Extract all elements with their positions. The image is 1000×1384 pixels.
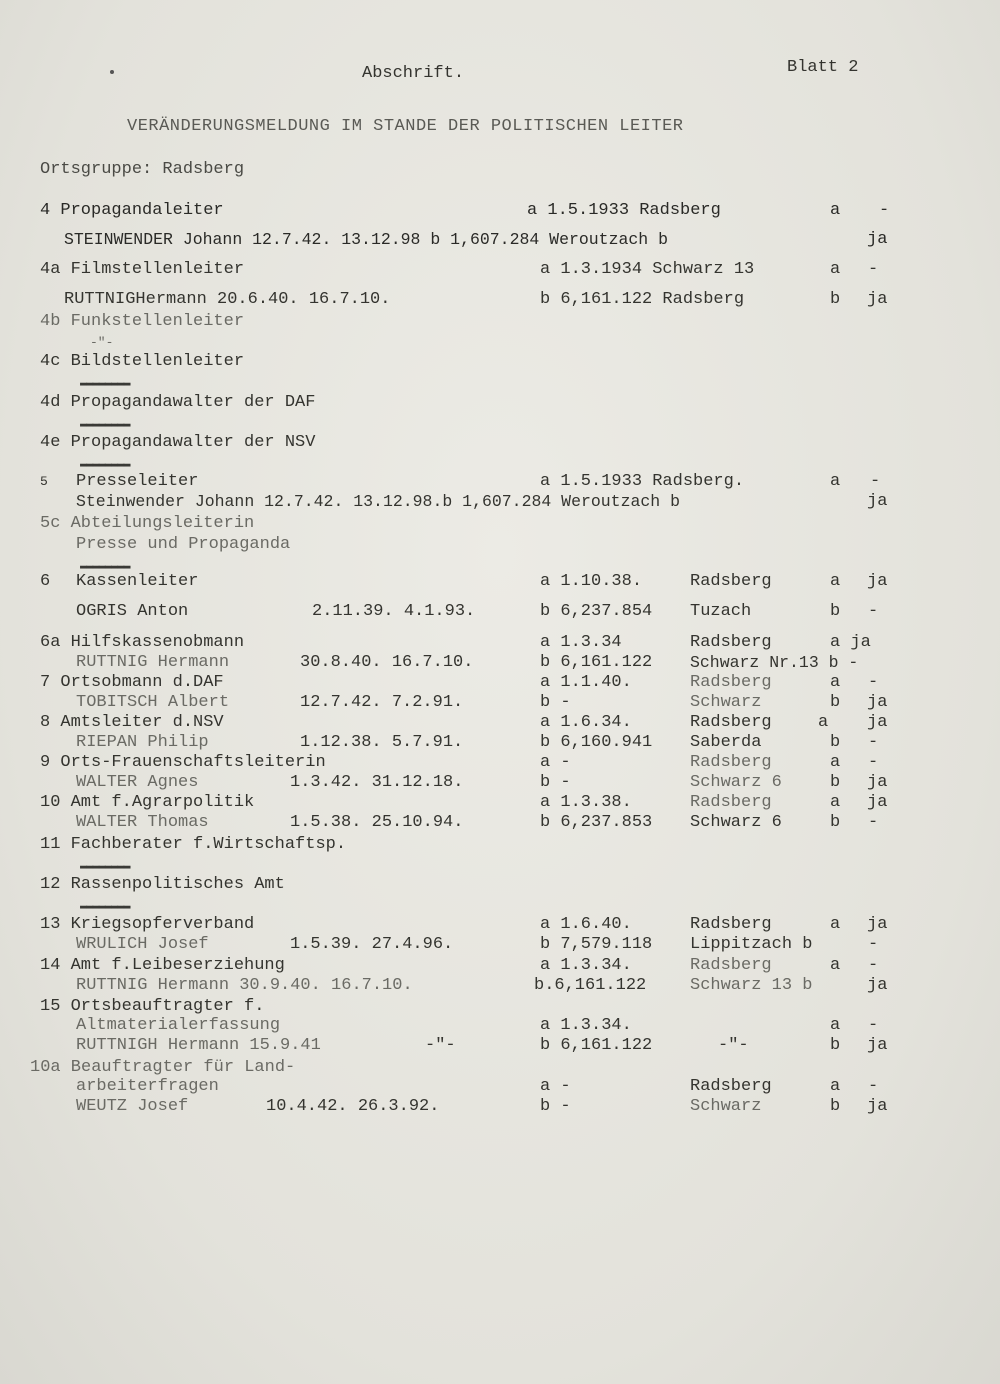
row-33-flag: b bbox=[830, 1036, 841, 1055]
row-18-number: b - bbox=[540, 693, 571, 712]
row-27-flag: a bbox=[830, 915, 841, 934]
row-18-place: Schwarz bbox=[690, 693, 762, 712]
row-33-number: b 6,161.122 bbox=[540, 1036, 653, 1055]
row-22-dates: 1.3.42. 31.12.18. bbox=[290, 773, 464, 792]
row-1-flag: a bbox=[830, 201, 841, 220]
row-16-number: b 6,161.122 bbox=[540, 653, 653, 672]
row-31-position: 15 Ortsbeauftragter f. bbox=[40, 997, 265, 1016]
row-17-position: 7 Ortsobmann d.DAF bbox=[40, 673, 224, 692]
row-23-mark: ja bbox=[867, 793, 888, 812]
row-13-flag: a bbox=[830, 572, 841, 591]
row-33-mark: ja bbox=[867, 1036, 888, 1055]
row-24-dates: 1.5.38. 25.10.94. bbox=[290, 813, 464, 832]
row-18-mark: ja bbox=[867, 693, 888, 712]
row-32-flag: a bbox=[830, 1016, 841, 1035]
row-21-flag: a bbox=[830, 753, 841, 772]
row-24-place: Schwarz 6 bbox=[690, 813, 782, 832]
row-26-position: 12 Rassenpolitisches Amt bbox=[40, 875, 285, 894]
separator-dashes: ▬▬▬▬▬▬▬▬ bbox=[80, 417, 130, 431]
row-17-place: Radsberg bbox=[690, 673, 772, 692]
row-14-dates: 2.11.39. 4.1.93. bbox=[312, 602, 476, 621]
row-35-place: Radsberg bbox=[690, 1077, 772, 1096]
row-30-person: RUTTNIG Hermann 30.9.40. 16.7.10. bbox=[76, 976, 413, 995]
row-21-date: a - bbox=[540, 753, 571, 772]
row-1-mark: - bbox=[879, 201, 890, 220]
row-13-place: Radsberg bbox=[690, 572, 772, 591]
row-30-place: Schwarz 13 b bbox=[690, 976, 813, 995]
row-27-place: Radsberg bbox=[690, 915, 772, 934]
row-36-number: b - bbox=[540, 1097, 571, 1116]
row-17-date: a 1.1.40. bbox=[540, 673, 632, 692]
row-30-number: b.6,161.122 bbox=[534, 976, 647, 995]
row-19-position: 8 Amtsleiter d.NSV bbox=[40, 713, 224, 732]
row-15-position: 6a Hilfskassenobmann bbox=[40, 633, 245, 652]
row-24-number: b 6,237.853 bbox=[540, 813, 653, 832]
separator-dashes: ▬▬▬▬▬▬▬▬ bbox=[80, 559, 130, 573]
row-29-position: 14 Amt f.Leibeserziehung bbox=[40, 956, 285, 975]
row-13-mark: ja bbox=[867, 572, 888, 591]
row-18-dates: 12.7.42. 7.2.91. bbox=[300, 693, 464, 712]
row-27-position: 13 Kriegsopferverband bbox=[40, 915, 255, 934]
row-13-number: 6 bbox=[40, 572, 51, 591]
row-36-flag: b bbox=[830, 1097, 841, 1116]
row-9-entry: a 1.5.1933 Radsberg. bbox=[540, 472, 745, 491]
row-5-ditto: -"- bbox=[90, 335, 114, 350]
row-16-person: RUTTNIG Hermann bbox=[76, 653, 230, 672]
row-19-place: Radsberg bbox=[690, 713, 772, 732]
row-1-entry: a 1.5.1933 Radsberg bbox=[527, 201, 721, 220]
ink-speck bbox=[110, 70, 114, 74]
row-28-mark: - bbox=[868, 935, 879, 954]
separator-dashes: ▬▬▬▬▬▬▬▬ bbox=[80, 457, 130, 471]
separator-dashes: ▬▬▬▬▬▬▬▬ bbox=[80, 376, 130, 390]
row-10-person: Steinwender Johann 12.7.42. 13.12.98.b 1,607.284 Weroutzach b bbox=[76, 492, 680, 511]
row-28-person: WRULICH Josef bbox=[76, 935, 209, 954]
row-1-position: 4 Propagandaleiter bbox=[40, 201, 224, 220]
row-20-flag: b bbox=[830, 733, 841, 752]
row-14-place: Tuzach bbox=[690, 602, 752, 621]
row-4-mark: ja bbox=[867, 290, 888, 309]
row-4-person: RUTTNIGHermann 20.6.40. 16.7.10. bbox=[64, 290, 391, 309]
separator-dashes: ▬▬▬▬▬▬▬▬ bbox=[80, 899, 130, 913]
row-32-position: Altmaterialerfassung bbox=[76, 1016, 281, 1035]
row-22-mark: ja bbox=[867, 773, 888, 792]
row-17-flag: a bbox=[830, 673, 841, 692]
row-22-place: Schwarz 6 bbox=[690, 773, 782, 792]
row-20-person: RIEPAN Philip bbox=[76, 733, 209, 752]
row-2-person: STEINWENDER Johann 12.7.42. 13.12.98 b 1,607.284 Weroutzach b bbox=[64, 230, 668, 249]
row-27-date: a 1.6.40. bbox=[540, 915, 632, 934]
row-18-flag: b bbox=[830, 693, 841, 712]
row-20-dates: 1.12.38. 5.7.91. bbox=[300, 733, 464, 752]
row-24-flag: b bbox=[830, 813, 841, 832]
row-36-person: WEUTZ Josef bbox=[76, 1097, 189, 1116]
row-3-position: 4a Filmstellenleiter bbox=[40, 260, 245, 279]
row-9-mark: - bbox=[870, 472, 881, 491]
row-12-position: Presse und Propaganda bbox=[76, 535, 291, 554]
row-28-dates: 1.5.39. 27.4.96. bbox=[290, 935, 454, 954]
row-8-position: 4e Propagandawalter der NSV bbox=[40, 433, 316, 452]
row-23-flag: a bbox=[830, 793, 841, 812]
row-32-date: a 1.3.34. bbox=[540, 1016, 632, 1035]
row-6-position: 4c Bildstellenleiter bbox=[40, 352, 245, 371]
row-35-date: a - bbox=[540, 1077, 571, 1096]
row-20-mark: - bbox=[868, 733, 879, 752]
document-heading: Abschrift. bbox=[362, 64, 465, 83]
row-16-dates: 30.8.40. 16.7.10. bbox=[300, 653, 474, 672]
sheet-number: Blatt 2 bbox=[787, 58, 859, 77]
row-9-number: 5 bbox=[40, 474, 48, 489]
row-34-position: 10a Beauftragter für Land- bbox=[30, 1058, 296, 1077]
row-33-place: -"- bbox=[718, 1036, 749, 1055]
row-5-position: 4b Funkstellenleiter bbox=[40, 312, 245, 331]
row-19-mark: ja bbox=[867, 713, 888, 732]
row-13-position: Kassenleiter bbox=[76, 572, 199, 591]
row-20-number: b 6,160.941 bbox=[540, 733, 653, 752]
row-22-flag: b bbox=[830, 773, 841, 792]
row-14-number: b 6,237.854 bbox=[540, 602, 653, 621]
row-2-mark: ja bbox=[867, 230, 888, 249]
row-16-place: Schwarz Nr.13 b - bbox=[690, 653, 859, 672]
row-22-person: WALTER Agnes bbox=[76, 773, 199, 792]
row-23-position: 10 Amt f.Agrarpolitik bbox=[40, 793, 255, 812]
row-19-flag: a bbox=[818, 713, 829, 732]
row-25-position: 11 Fachberater f.Wirtschaftsp. bbox=[40, 835, 347, 854]
row-28-place: Lippitzach b bbox=[690, 935, 813, 954]
row-9-position: Presseleiter bbox=[76, 472, 199, 491]
row-15-place: Radsberg bbox=[690, 633, 772, 652]
row-7-position: 4d Propagandawalter der DAF bbox=[40, 393, 316, 412]
row-17-mark: - bbox=[868, 673, 879, 692]
row-15-flag: a ja bbox=[830, 633, 871, 652]
row-29-mark: - bbox=[868, 956, 879, 975]
row-29-place: Radsberg bbox=[690, 956, 772, 975]
row-10-mark: ja bbox=[867, 492, 888, 511]
row-13-date: a 1.10.38. bbox=[540, 572, 643, 591]
row-36-place: Schwarz bbox=[690, 1097, 762, 1116]
row-19-date: a 1.6.34. bbox=[540, 713, 632, 732]
ortsgruppe-label: Ortsgruppe: Radsberg bbox=[40, 160, 245, 179]
row-23-date: a 1.3.38. bbox=[540, 793, 632, 812]
row-14-flag: b bbox=[830, 602, 841, 621]
row-30-mark: ja bbox=[867, 976, 888, 995]
row-15-date: a 1.3.34 bbox=[540, 633, 622, 652]
row-32-mark: - bbox=[868, 1016, 879, 1035]
row-24-person: WALTER Thomas bbox=[76, 813, 209, 832]
row-11-position: 5c Abteilungsleiterin bbox=[40, 514, 255, 533]
document-title: VERÄNDERUNGSMELDUNG IM STANDE DER POLITISCHEN LEITER bbox=[127, 117, 684, 136]
row-33-ditto: -"- bbox=[425, 1036, 456, 1055]
row-4-flag: b bbox=[830, 290, 841, 309]
row-4-entry: b 6,161.122 Radsberg bbox=[540, 290, 745, 309]
row-35-position: arbeiterfragen bbox=[76, 1077, 219, 1096]
row-35-flag: a bbox=[830, 1077, 841, 1096]
row-18-person: TOBITSCH Albert bbox=[76, 693, 230, 712]
row-21-place: Radsberg bbox=[690, 753, 772, 772]
row-36-mark: ja bbox=[867, 1097, 888, 1116]
row-23-place: Radsberg bbox=[690, 793, 772, 812]
row-14-person: OGRIS Anton bbox=[76, 602, 189, 621]
separator-dashes: ▬▬▬▬▬▬▬▬ bbox=[80, 859, 130, 873]
row-20-place: Saberda bbox=[690, 733, 762, 752]
row-3-mark: - bbox=[868, 260, 879, 279]
row-27-mark: ja bbox=[867, 915, 888, 934]
row-3-flag: a bbox=[830, 260, 841, 279]
row-9-flag: a bbox=[830, 472, 841, 491]
row-24-mark: - bbox=[868, 813, 879, 832]
row-36-dates: 10.4.42. 26.3.92. bbox=[266, 1097, 440, 1116]
row-29-date: a 1.3.34. bbox=[540, 956, 632, 975]
row-3-entry: a 1.3.1934 Schwarz 13 bbox=[540, 260, 755, 279]
row-21-position: 9 Orts-Frauenschaftsleiterin bbox=[40, 753, 326, 772]
row-28-number: b 7,579.118 bbox=[540, 935, 653, 954]
row-35-mark: - bbox=[868, 1077, 879, 1096]
row-33-person: RUTTNIGH Hermann 15.9.41 bbox=[76, 1036, 321, 1055]
row-21-mark: - bbox=[868, 753, 879, 772]
row-14-mark: - bbox=[868, 602, 879, 621]
row-29-flag: a bbox=[830, 956, 841, 975]
row-22-number: b - bbox=[540, 773, 571, 792]
